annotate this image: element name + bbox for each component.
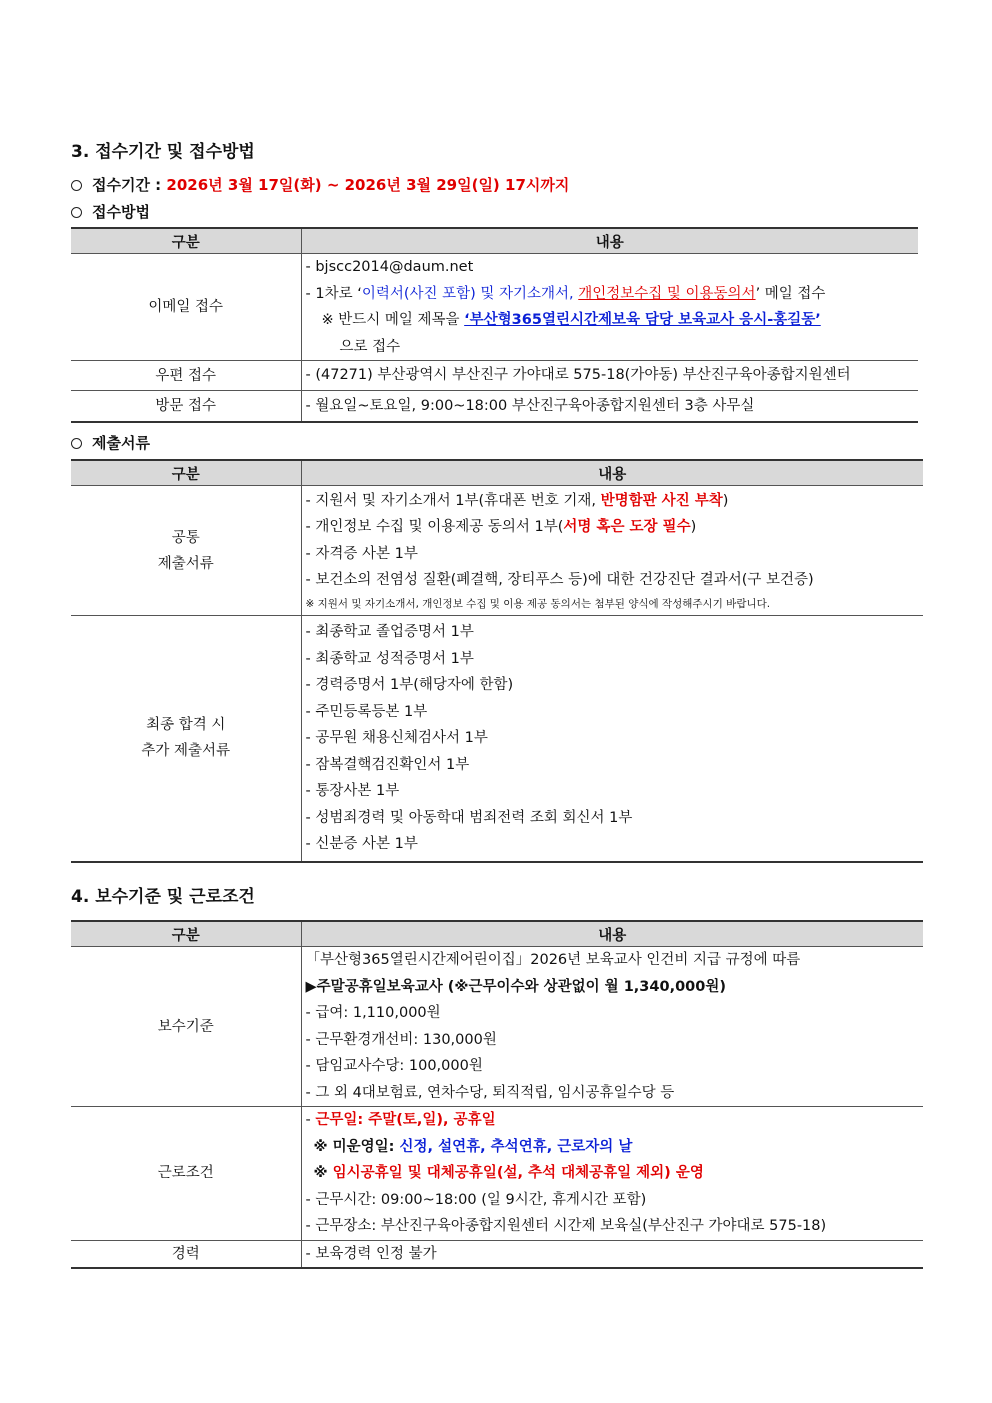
docs-label: 제출서류 [92,434,150,452]
list-item: - 담임교사수당: 100,000원 [305,1058,483,1074]
career-value: - 보육경력 인정 불가 [305,1245,437,1262]
holiday-note: ※ 임시공휴일 및 대체공휴일(설, 추석 대체공휴일 제외) 운영 [313,1165,704,1181]
list-item: - 최종학교 졸업증명서 1부 [305,624,474,640]
final-docs-content [301,616,923,862]
table-row [71,361,918,391]
method-label: 접수방법 [92,203,150,221]
pay-table [71,920,923,1269]
table-row [71,486,923,616]
header-category: 구분 [71,921,301,947]
pay-label: 보수기준 [71,947,301,1107]
header-category: 구분 [71,228,301,254]
work-content [301,1107,923,1241]
table-row [71,616,923,862]
list-item: - 공무원 채용신체검사서 1부 [305,730,488,746]
list-item: - 보건소의 전염성 질환(폐결핵, 장티푸스 등)에 대한 건강진단 결과서(구 보건증) [305,572,814,588]
email-instruction: - 1차로 ‘이력서(사진 포함) 및 자기소개서, 개인정보수집 및 이용동의서’ 메일 접수 [305,285,826,302]
pay-rule: 「부산형365열린시간제어린이집」2026년 보육교사 인건비 지급 규정에 따름 [305,952,801,968]
closed-days: ※ 미운영일: 신정, 설연휴, 추석연휴, 근로자의 날 [313,1138,633,1155]
email-subject-note: ※ 반드시 메일 제목을 ‘부산형365열린시간제보육 담당 보육교사 응시-홍길동’ [321,312,821,328]
visit-label: 방문 접수 [71,391,301,422]
docs-note: ※ 지원서 및 자기소개서, 개인정보 수집 및 이용 제공 동의서는 첨부된 양식에 작성해주시기 바랍니다. [305,597,771,610]
final-docs-label: 최종 합격 시 추가 제출서류 [71,616,301,862]
work-days: - 근무일: 주말(토,일), 공휴일 [305,1112,496,1128]
list-item: - 성범죄경력 및 아동학대 범죄전력 조회 회신서 1부 [305,809,633,826]
list-item: - 지원서 및 자기소개서 1부(휴대폰 번호 기재, 반명함판 사진 부착) [305,492,729,509]
list-item: - 급여: 1,110,000원 [305,1005,441,1021]
list-item: - 그 외 4대보험료, 연차수당, 퇴직적립, 임시공휴일수당 등 [305,1084,675,1101]
header-content: 내용 [301,228,918,254]
period-line [71,174,569,195]
work-place: - 근무장소: 부산진구육아종합지원센터 시간제 보육실(부산진구 가야대로 575-18) [305,1218,827,1234]
email-content [301,254,918,361]
list-item: - 근무환경개선비: 130,000원 [305,1031,497,1048]
career-label: 경력 [71,1240,301,1268]
visit-value: - 월요일~토요일, 9:00~18:00 부산진구육아종합지원센터 3층 사무실 [305,397,755,414]
period-value: 2026년 3월 17일(화) ~ 2026년 3월 29일(일) 17시까지 [166,176,570,194]
section-4-title: 4. 보수기준 및 근로조건 [71,887,255,907]
email-label: 이메일 접수 [71,254,301,361]
work-label: 근로조건 [71,1107,301,1241]
pay-content [301,947,923,1107]
post-value: - (47271) 부산광역시 부산진구 가야대로 575-18(가야동) 부산진구육아종합지원센터 [305,367,851,384]
list-item: - 통장사본 1부 [305,783,400,799]
list-item: - 주민등록등본 1부 [305,703,428,720]
docs-line [71,432,150,453]
common-docs-label: 공통 제출서류 [71,486,301,616]
common-docs-content [301,486,923,616]
list-item: - 신분증 사본 1부 [305,836,418,852]
email-address: - bjscc2014@daum.net [305,259,474,275]
section-3-title: 3. 접수기간 및 접수방법 [71,142,255,162]
circle-bullet-icon [71,207,82,218]
table-row [71,391,918,422]
list-item: - 잠복결핵검진확인서 1부 [305,756,470,773]
period-label: 접수기간 : [92,176,162,194]
list-item: - 경력증명서 1부(해당자에 한함) [305,677,514,693]
circle-bullet-icon [71,438,82,449]
list-item: - 개인정보 수집 및 이용제공 동의서 1부(서명 혹은 도장 필수) [305,519,697,535]
list-item: - 최종학교 성적증명서 1부 [305,650,474,667]
email-subject-note-cont: 으로 접수 [339,338,401,355]
table-row [71,947,923,1107]
pay-total: ▶주말공휴일보육교사 (※근무이수와 상관없이 월 1,340,000원) [305,978,726,995]
work-hours: - 근무시간: 09:00~18:00 (일 9시간, 휴게시간 포함) [305,1191,647,1208]
docs-table [71,459,923,863]
table-row [71,1240,923,1268]
header-category: 구분 [71,460,301,486]
post-label: 우편 접수 [71,361,301,391]
header-content: 내용 [301,460,923,486]
header-content: 내용 [301,921,923,947]
table-row [71,254,918,361]
circle-bullet-icon [71,180,82,191]
method-table [71,227,918,423]
table-row [71,1107,923,1241]
method-line [71,201,150,222]
list-item: - 자격증 사본 1부 [305,545,418,562]
